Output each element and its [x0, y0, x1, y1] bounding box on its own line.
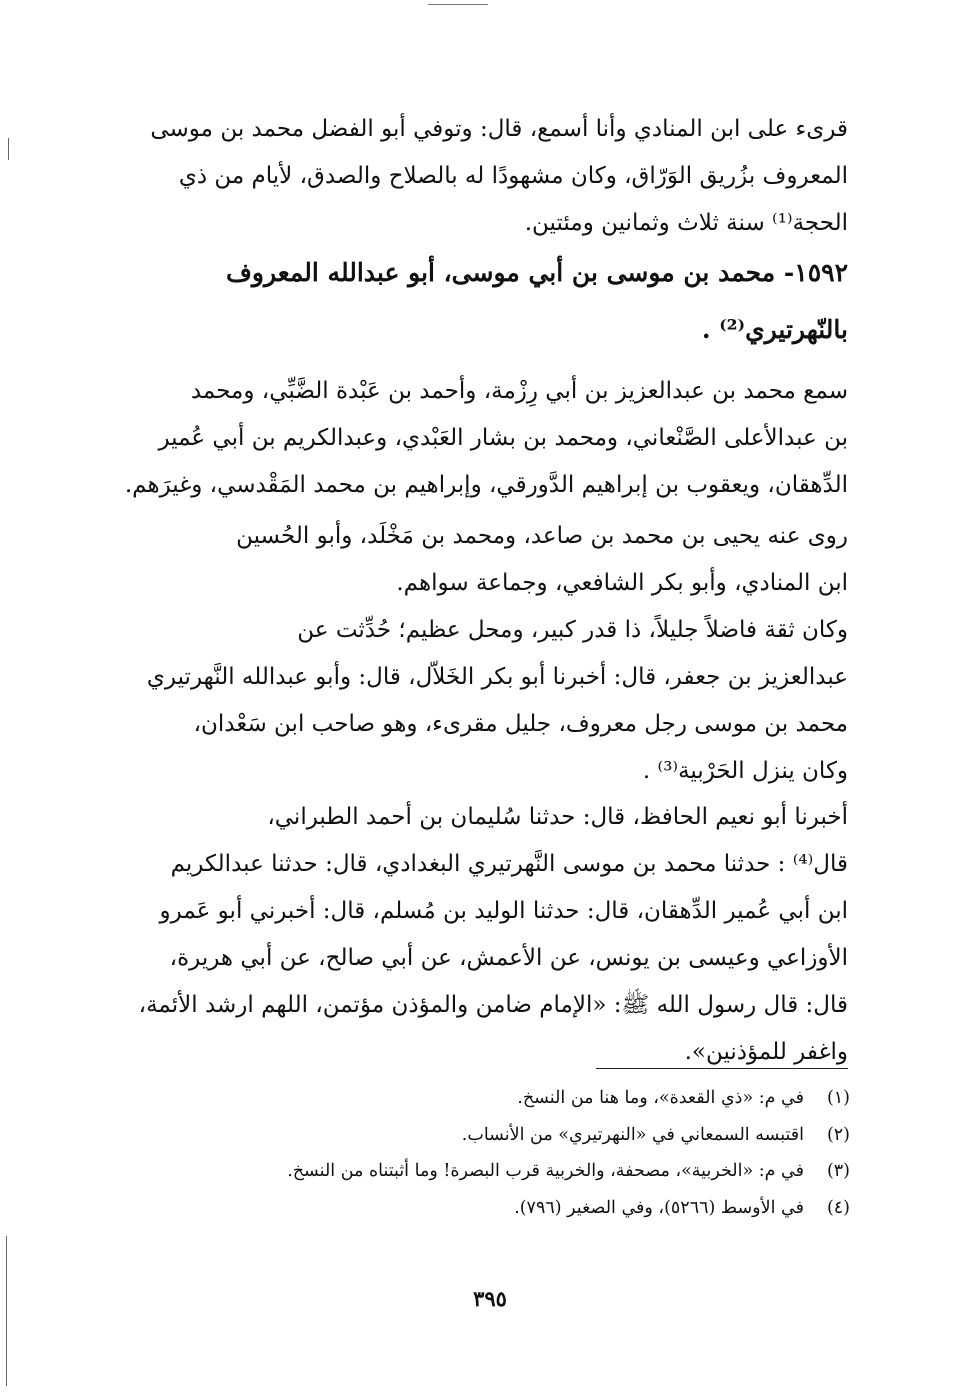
footnote: [138, 1153, 850, 1190]
text-line: الدِّهقان، ويعقوب بن إبراهيم الدَّورقي، وإبراهيم بن محمد المَقْدسي، وغيرَهم.: [124, 472, 848, 498]
footnote-number: (٢): [826, 1124, 850, 1145]
body-paragraph: [124, 368, 848, 509]
text-line: وكان ينزل الحَرْبية⁽³⁾ .: [642, 758, 848, 784]
footnote-text: في الأوسط (٥٢٦٦)، وفي الصغير (٧٩٦).: [514, 1197, 804, 1218]
footnote: [138, 1190, 850, 1227]
footnote-number: (١): [826, 1088, 850, 1108]
top-edge-rule: [428, 4, 488, 5]
margin-mark: [8, 138, 9, 160]
text-line: أخبرنا أبو نعيم الحافظ، قال: حدثنا سُليمان بن أحمد الطبراني،: [267, 804, 848, 830]
page-number: ٣٩٥: [473, 1286, 507, 1311]
footnote-text: اقتبسه السمعاني في «النهرتيري» من الأنساب.: [461, 1124, 804, 1145]
footnote-text: في م: «الخربية»، مصحفة، والخربية قرب البصرة! وما أثبتناه من النسخ.: [287, 1161, 804, 1181]
footnote-number: (٤): [826, 1197, 850, 1218]
footnote-number: (٣): [826, 1161, 850, 1181]
body-paragraph: [138, 794, 848, 1076]
text-line: المعروف بزُريق الوَرّاق، وكان مشهودًا له بالصلاح والصدق، لأيام من ذي: [178, 163, 848, 189]
text-line: الحجة⁽¹⁾ سنة ثلاث وثمانين ومئتين.: [524, 210, 848, 236]
text-line: ابن أبي عُمير الدِّهقان، قال: حدثنا الوليد بن مُسلم، قال: أخبرني أبو عَمرو: [159, 898, 848, 924]
text-line: قرىء على ابن المنادي وأنا أسمع، قال: وتوفي أبو الفضل محمد بن موسى: [150, 116, 848, 142]
text-line: قال: قال رسول الله ﷺ: «الإمام ضامن والمؤذن مؤتمن، اللهم ارشد الأئمة،: [138, 992, 848, 1018]
text-line: وكان ثقة فاضلاً جليلاً، ذا قدر كبير، ومحل عظيم؛ حُدِّثت عن: [297, 617, 848, 643]
text-line: بن عبدالأعلى الصَّنْعاني، ومحمد بن بشار العَبْدي، وعبدالكريم بن أبي عُمير: [158, 425, 848, 451]
margin-mark: [6, 1236, 7, 1386]
text-line: سمع محمد بن عبدالعزيز بن أبي رِزْمة، وأحمد بن عَبْدة الضَّبِّي، ومحمد: [190, 378, 848, 404]
heading-line: بالنّهرتيري⁽²⁾ .: [701, 315, 848, 344]
entry-heading: [138, 244, 848, 358]
text-line: ابن المنادي، وأبو بكر الشافعي، وجماعة سواهم.: [396, 570, 848, 596]
text-line: الأوزاعي وعيسى بن يونس، عن الأعمش، عن أبي صالح، عن أبي هريرة،: [169, 945, 848, 971]
text-line: قال⁽⁴⁾ : حدثنا محمد بن موسى النَّهرتيري البغدادي، قال: حدثنا عبدالكريم: [170, 851, 848, 877]
footnote: [138, 1117, 850, 1154]
footnotes: [138, 1080, 850, 1226]
body-paragraph: [138, 513, 848, 607]
footnote-text: في م: «ذي القعدة»، وما هنا من النسخ.: [517, 1088, 804, 1108]
text-line: عبدالعزيز بن جعفر، قال: أخبرنا أبو بكر الخَلاّل، قال: وأبو عبدالله النَّهرتيري: [146, 664, 848, 690]
text-line: محمد بن موسى رجل معروف، جليل مقرىء، وهو صاحب ابن سَعْدان،: [193, 711, 848, 737]
text-line: واغفر للمؤذنين».: [684, 1039, 848, 1065]
footnote: [138, 1080, 850, 1117]
text-line: روى عنه يحيى بن محمد بن صاعد، ومحمد بن مَخْلَد، وأبو الحُسين: [236, 523, 848, 549]
heading-line: ١٥٩٢- محمد بن موسى بن أبي موسى، أبو عبدالله المعروف: [225, 258, 848, 287]
footnote-separator: [596, 1068, 848, 1069]
body-paragraph: [138, 607, 848, 795]
opening-paragraph: [138, 106, 848, 247]
